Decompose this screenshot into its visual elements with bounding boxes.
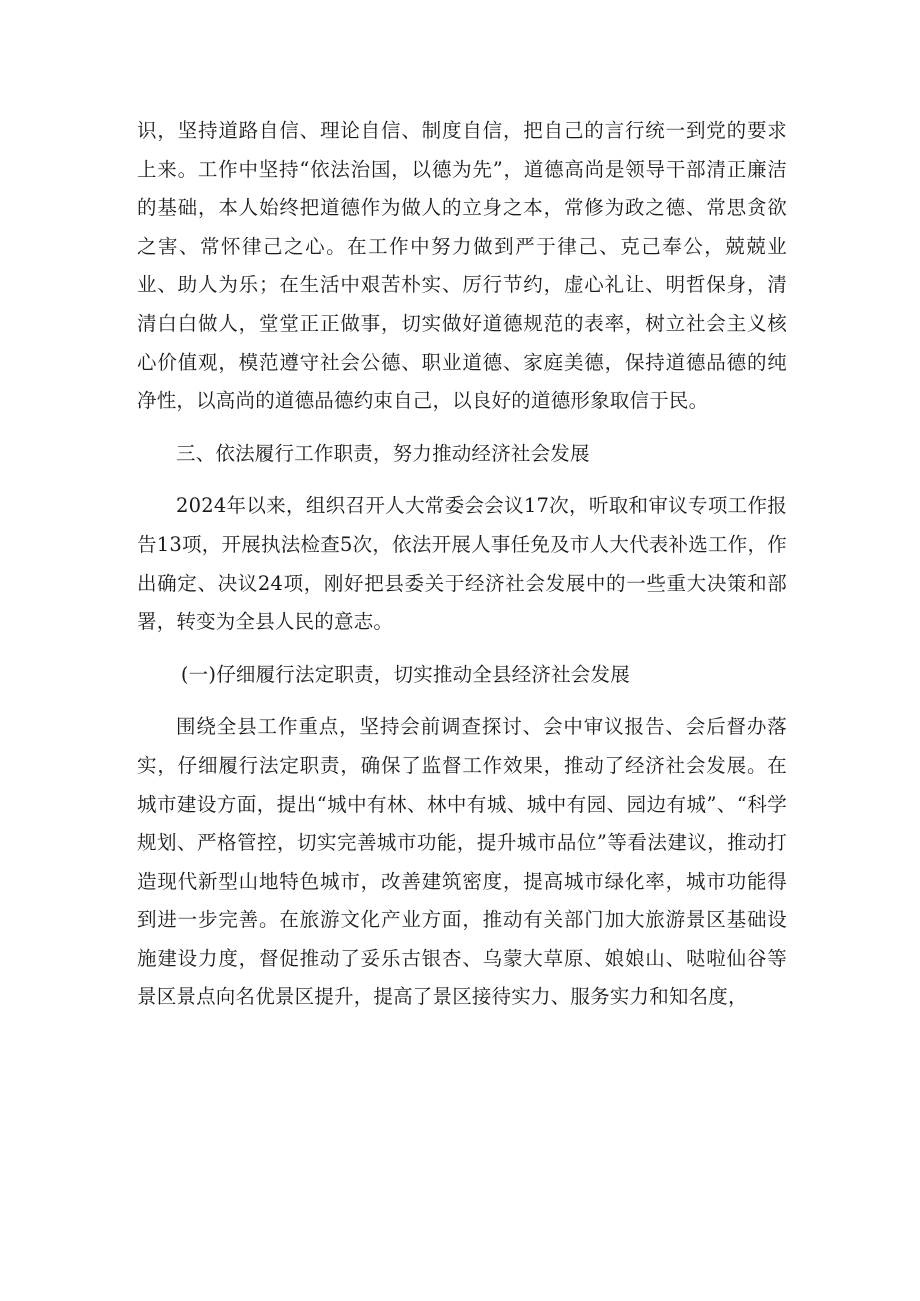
paragraph-gap	[137, 421, 787, 435]
paragraph-gap	[137, 642, 787, 656]
document-body	[137, 112, 787, 1017]
paragraph-gap	[137, 694, 787, 708]
paragraph-gap	[137, 473, 787, 487]
section-heading: 三、依法履行工作职责，努力推动经济社会发展	[176, 441, 590, 465]
paragraph-body: 2024年以来，组织召开人大常委会会议17次，听取和审议专项工作报告13项，开展执法检查5次，依法开展人事任免及市人大代表补选工作，作出确定、决议24项，刚好把县委关于经济社会发展中的一些重大决策和部署，转变为全县人民的意志。	[137, 494, 787, 634]
paragraph-body: 围绕全县工作重点，坚持会前调查探讨、会中审议报告、会后督办落实，仔细履行法定职责，确保了监督工作效果，推动了经济社会发展。在城市建设方面，提出“城中有林、林中有城、城中有园、园边有城”、“科学规划、严格管控，切实完善城市功能，提升城市品位”等看法建议，推动打造现代新型山地特色城市，改善建筑密度，提高城市绿化率，城市功能得到进一步完善。在旅游文化产业方面，推动有关部门加大旅游景区基础设施建设力度，督促推动了妥乐古银杏、乌蒙大草原、娘娘山、哒啦仙谷等景区景点向名优景区提升，提高了景区接待实力、服务实力和知名度，	[137, 715, 787, 1009]
paragraph-continuation: 识，坚持道路自信、理论自信、制度自信，把自己的言行统一到党的要求上来。工作中坚持“依法治国，以德为先”，道德高尚是领导干部清正廉洁的基础，本人始终把道德作为做人的立身之本，常修为政之德、常思贪欲之害、常怀律己之心。在工作中努力做到严于律己、克己奉公，兢兢业业、助人为乐；在生活中艰苦朴实、厉行节约，虚心礼让、明哲保身，清清白白做人，堂堂正正做事，切实做好道德规范的表率，树立社会主义核心价值观，模范遵守社会公德、职业道德、家庭美德，保持道德品德的纯净性，以高尚的道德品德约束自己，以良好的道德形象取信于民。	[137, 119, 787, 413]
sub-heading: (一)仔细履行法定职责，切实推动全县经济社会发展	[180, 662, 630, 686]
